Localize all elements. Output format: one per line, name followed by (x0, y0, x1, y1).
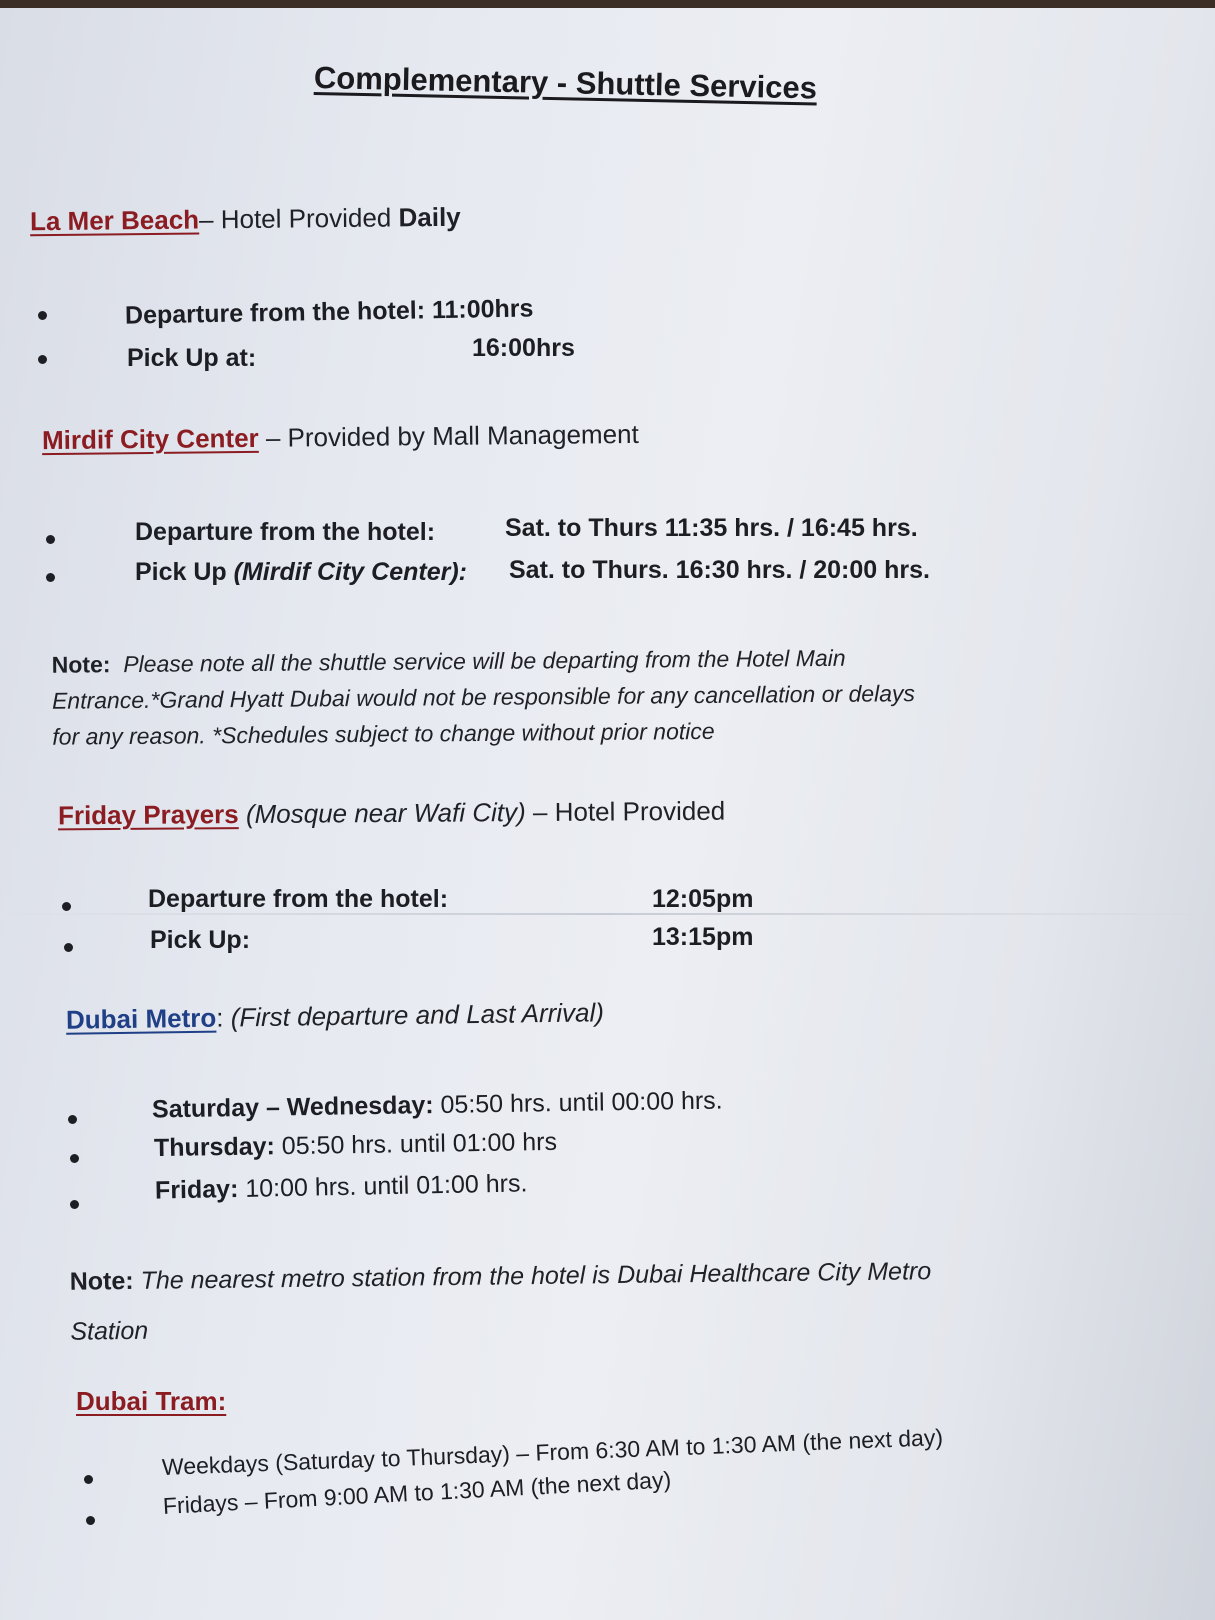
row-value: 10:00 hrs. until 01:00 hrs. (238, 1169, 528, 1203)
row-label: Pick Up: (150, 926, 251, 954)
mirdif-pickup-value (509, 556, 930, 585)
bullet (62, 902, 71, 911)
row-label-italic: (Mirdif City Center): (233, 558, 467, 586)
friday-pickup-value (652, 923, 753, 952)
row-label: Saturday – Wednesday: (151, 1091, 434, 1124)
metro-description: (First departure and Last Arrival) (230, 997, 605, 1033)
row-text: Fridays – From 9:00 AM to 1:30 AM (the next day) (162, 1466, 672, 1519)
tram-title: Dubai Tram: (76, 1386, 227, 1416)
row-label: Departure from the hotel: (124, 296, 433, 330)
row-label: Pick Up (135, 558, 234, 586)
metro-row-friday (155, 1169, 528, 1205)
row-value: 13:15pm (652, 923, 754, 951)
bullet (68, 1115, 77, 1124)
friday-departure-label (148, 885, 448, 914)
bullet (86, 1516, 95, 1525)
row-label: Thursday: (153, 1132, 276, 1163)
metro-row-thursday (154, 1128, 557, 1163)
mirdif-departure-row (135, 518, 435, 547)
section-tram-heading (76, 1386, 226, 1417)
bullet (46, 573, 55, 582)
row-text: Weekdays (Saturday to Thursday) – From 6:30 AM to 1:30 AM (the next day) (161, 1424, 944, 1480)
row-value: 05:50 hrs. until 01:00 hrs (274, 1127, 558, 1161)
la-mer-frequency: Daily (398, 201, 461, 233)
note-line: Entrance.*Grand Hyatt Dubai would not be responsible for any cancellation or delays (51, 680, 916, 714)
friday-title: Friday Prayers (57, 799, 239, 831)
metro-title: Dubai Metro (65, 1002, 217, 1035)
section-la-mer-heading (30, 202, 461, 238)
friday-pickup-label (150, 926, 250, 955)
friday-location: (Mosque near Wafi City) (245, 797, 526, 830)
row-value: Sat. to Thurs 11:35 hrs. / 16:45 hrs. (505, 514, 918, 542)
mirdif-departure-value (505, 514, 918, 543)
bullet (46, 535, 55, 544)
note-label: Note: (51, 651, 111, 678)
row-value: 05:50 hrs. until 00:00 hrs. (433, 1086, 723, 1120)
note-shuttle (52, 637, 1133, 754)
row-label: Pick Up at: (127, 344, 257, 372)
row-label: Departure from the hotel: (135, 518, 436, 546)
note-line: The nearest metro station from the hotel is Dubai Healthcare City Metro (140, 1257, 932, 1295)
section-metro-heading (66, 997, 604, 1036)
metro-row-sat-wed (152, 1087, 723, 1125)
mirdif-provider: – Provided by Mall Management (258, 418, 639, 453)
note-line: Station (70, 1316, 149, 1346)
la-mer-provider: – Hotel Provided (198, 202, 399, 235)
note-line: Please note all the shuttle service will be departing from the Hotel Main (123, 644, 846, 678)
bullet (38, 311, 47, 320)
note-metro (69, 1243, 1170, 1356)
row-value: 16:00hrs (472, 334, 575, 362)
bullet (70, 1154, 79, 1163)
row-label: Friday: (154, 1174, 239, 1205)
row-value: 12:05pm (652, 885, 754, 913)
document-title: Complementary - Shuttle Services (313, 60, 818, 106)
row-value: Sat. to Thurs. 16:30 hrs. / 20:00 hrs. (509, 556, 930, 584)
note-line: for any reason. *Schedules subject to change without prior notice (52, 717, 715, 750)
bullet (38, 355, 47, 364)
metro-colon: : (216, 1002, 231, 1033)
document-page (0, 8, 1215, 1620)
la-mer-departure-row (125, 294, 534, 330)
row-label: Departure from the hotel: (148, 885, 449, 913)
bullet (70, 1200, 79, 1209)
mirdif-pickup-row (135, 558, 467, 587)
note-label: Note: (69, 1266, 134, 1296)
friday-provider: – Hotel Provided (525, 795, 726, 828)
mirdif-title: Mirdif City Center (41, 422, 259, 456)
row-value: 11:00hrs (431, 294, 534, 325)
la-mer-pickup-label (127, 344, 256, 373)
la-mer-title: La Mer Beach (29, 204, 200, 237)
bullet (64, 943, 73, 952)
section-friday-heading (58, 796, 725, 832)
friday-departure-value (652, 885, 753, 914)
la-mer-pickup-value (472, 334, 575, 363)
bullet (84, 1475, 93, 1484)
section-mirdif-heading (42, 419, 639, 456)
